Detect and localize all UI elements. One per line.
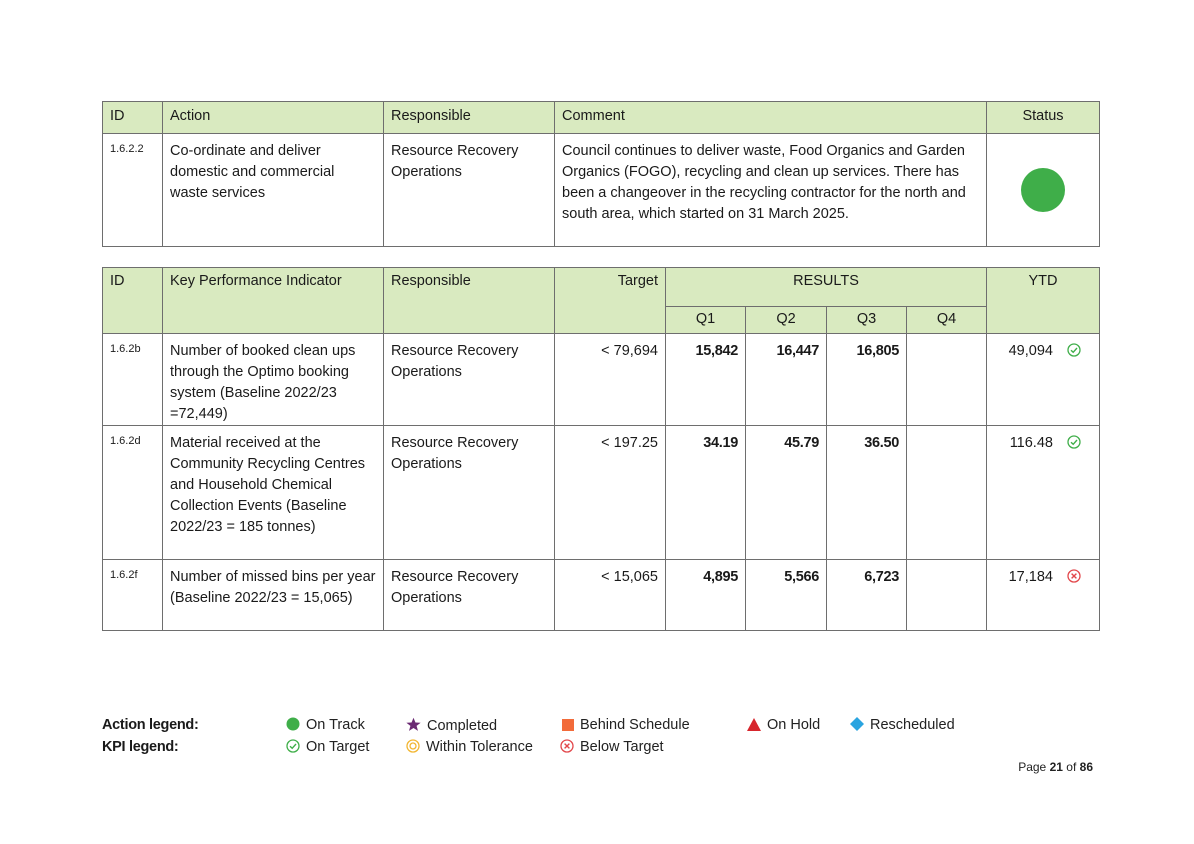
- action-id: 1.6.2.2: [103, 134, 163, 247]
- status-on-track-icon: [1021, 168, 1065, 212]
- kpi-responsible: Resource Recovery Operations: [384, 560, 555, 631]
- kpi-q4: [907, 560, 987, 631]
- legend-below-target: Below Target: [560, 739, 664, 755]
- green-circle-icon: [286, 717, 300, 731]
- header-q1: Q1: [666, 306, 746, 333]
- header-target: Target: [555, 268, 666, 334]
- kpi-table: [102, 267, 1100, 631]
- header-id: ID: [103, 102, 163, 134]
- header-responsible: Responsible: [384, 102, 555, 134]
- kpi-legend-label: KPI legend:: [102, 739, 179, 755]
- kpi-id: 1.6.2b: [103, 334, 163, 426]
- kpi-header-row: [103, 268, 1100, 307]
- kpi-responsible: Resource Recovery Operations: [384, 426, 555, 560]
- red-x-circle-icon: [1067, 569, 1081, 583]
- header-status: Status: [987, 102, 1100, 134]
- header-q3: Q3: [827, 306, 907, 333]
- red-x-circle-icon: [560, 739, 574, 753]
- table-row: [103, 426, 1100, 560]
- kpi-ytd: 17,184: [1008, 569, 1053, 585]
- kpi-responsible: Resource Recovery Operations: [384, 334, 555, 426]
- header-ytd: YTD: [987, 268, 1100, 334]
- header-responsible: Responsible: [384, 268, 555, 334]
- orange-square-icon: [562, 719, 574, 731]
- kpi-ytd-cell: [987, 560, 1100, 631]
- kpi-q4: [907, 426, 987, 560]
- header-q2: Q2: [746, 306, 827, 333]
- kpi-ytd: 116.48: [1009, 435, 1053, 451]
- legend-within-tolerance: Within Tolerance: [406, 739, 533, 755]
- header-comment: Comment: [555, 102, 987, 134]
- kpi-ytd-cell: [987, 426, 1100, 560]
- action-legend-label: Action legend:: [102, 717, 199, 733]
- kpi-ytd-cell: [987, 334, 1100, 426]
- kpi-q2: 5,566: [746, 560, 827, 631]
- kpi-text: Number of booked clean ups through the Optimo booking system (Baseline 2022/23 =72,449): [163, 334, 384, 426]
- kpi-q4: [907, 334, 987, 426]
- legend-completed: Completed: [406, 717, 497, 734]
- page-number: Page 21 of 86: [1018, 760, 1093, 774]
- kpi-q3: 6,723: [827, 560, 907, 631]
- action-responsible: Resource Recovery Operations: [384, 134, 555, 247]
- action-comment: Council continues to deliver waste, Food Organics and Garden Organics (FOGO), recycling and clean up services. There has been a changeover in the recycling contractor for the north and south area, which started on 31 March 2025.: [555, 134, 987, 247]
- kpi-q2: 45.79: [746, 426, 827, 560]
- blue-diamond-icon: [850, 717, 864, 731]
- kpi-q3: 36.50: [827, 426, 907, 560]
- action-text: Co-ordinate and deliver domestic and commercial waste services: [163, 134, 384, 247]
- red-triangle-icon: [747, 718, 761, 731]
- kpi-q1: 15,842: [666, 334, 746, 426]
- legend-on-hold: On Hold: [747, 717, 820, 733]
- legend-rescheduled: Rescheduled: [850, 717, 955, 733]
- action-status-cell: [987, 134, 1100, 247]
- green-check-circle-icon: [286, 739, 300, 753]
- kpi-text: Material received at the Community Recycling Centres and Household Chemical Collection Events (Baseline 2022/23 = 185 tonnes): [163, 426, 384, 560]
- kpi-target: < 197.25: [555, 426, 666, 560]
- yellow-ring-icon: [406, 739, 420, 753]
- legend-behind-schedule: Behind Schedule: [562, 717, 690, 733]
- green-check-circle-icon: [1067, 435, 1081, 449]
- table-row: [103, 334, 1100, 426]
- kpi-text: Number of missed bins per year (Baseline 2022/23 = 15,065): [163, 560, 384, 631]
- header-action: Action: [163, 102, 384, 134]
- actions-header-row: [103, 102, 1100, 134]
- kpi-target: < 15,065: [555, 560, 666, 631]
- kpi-ytd: 49,094: [1008, 343, 1053, 359]
- kpi-q3: 16,805: [827, 334, 907, 426]
- kpi-id: 1.6.2f: [103, 560, 163, 631]
- header-q4: Q4: [907, 306, 987, 333]
- actions-table: [102, 101, 1100, 247]
- kpi-q1: 4,895: [666, 560, 746, 631]
- kpi-target: < 79,694: [555, 334, 666, 426]
- legend-on-track: On Track: [286, 717, 365, 733]
- header-id: ID: [103, 268, 163, 334]
- table-row: [103, 134, 1100, 247]
- kpi-q2: 16,447: [746, 334, 827, 426]
- table-row: [103, 560, 1100, 631]
- legend-on-target: On Target: [286, 739, 369, 755]
- kpi-q1: 34.19: [666, 426, 746, 560]
- kpi-id: 1.6.2d: [103, 426, 163, 560]
- purple-star-icon: [406, 717, 421, 732]
- header-results: RESULTS: [666, 268, 987, 307]
- green-check-circle-icon: [1067, 343, 1081, 357]
- header-kpi: Key Performance Indicator: [163, 268, 384, 334]
